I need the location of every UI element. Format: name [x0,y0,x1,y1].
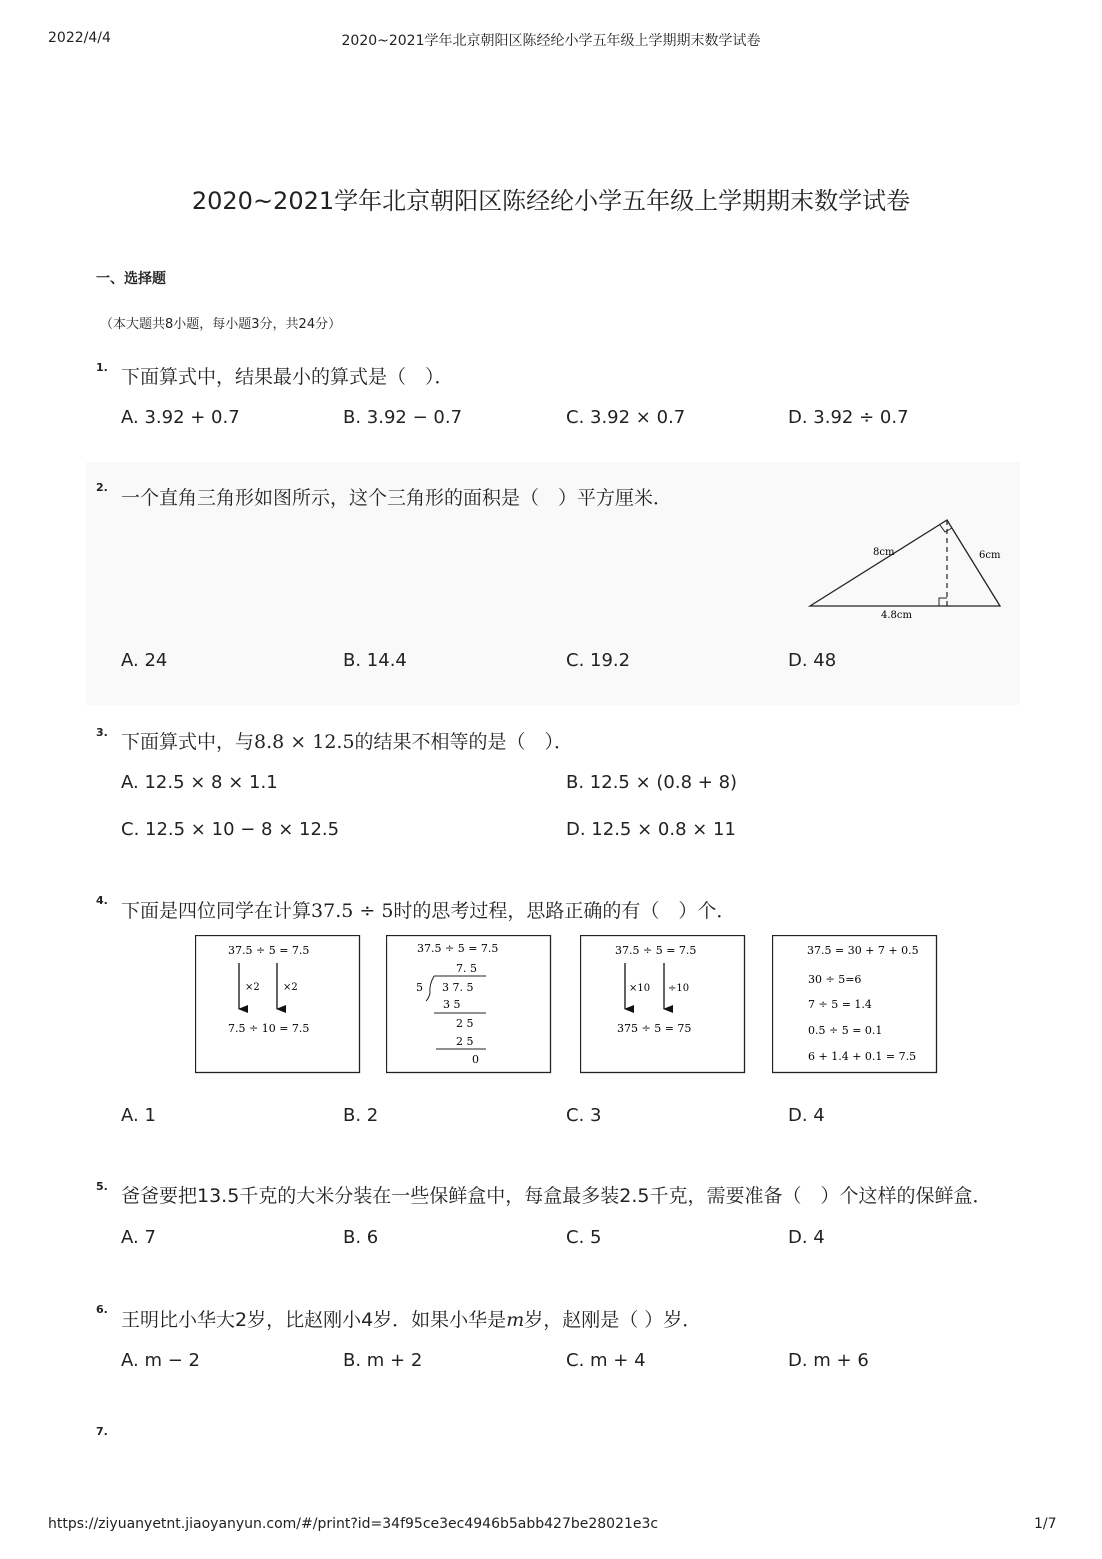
box2-step2: 2 5 [456,1017,474,1030]
q6-number: 6. [96,1303,108,1316]
q2-option-d[interactable]: D. 48 [788,650,837,671]
box4-line1: 37.5 = 30 + 7 + 0.5 [807,944,919,957]
box4-line5: 6 + 1.4 + 0.1 = 7.5 [808,1050,917,1063]
box2-remainder: 0 [472,1053,479,1066]
q5-number: 5. [96,1180,108,1193]
q1-number: 1. [96,361,108,374]
thinking-box-1 [195,935,361,1075]
q4-option-b[interactable]: B. 2 [343,1105,379,1126]
box4-line3: 7 ÷ 5 = 1.4 [808,998,872,1011]
header-date: 2022/4/4 [48,30,111,46]
q1-text: 下面算式中，结果最小的算式是（ ）． [121,366,454,388]
q5-text: 爸爸要把13.5千克的大米分装在一些保鲜盒中，每盒最多装2.5千克，需要准备（ ）个这样的保鲜盒． [121,1185,992,1207]
box3-left-label: ×10 [629,983,651,994]
q1-option-b[interactable]: B. 3.92 − 0.7 [343,407,463,428]
q2-number: 2. [96,481,108,494]
footer-url[interactable]: https://ziyuanyetnt.jiaoyanyun.com/#/print?id=34f95ce3ec4946b5abb427be28021e3c [48,1516,659,1532]
q2-text: 一个直角三角形如图所示，这个三角形的面积是（ ）平方厘米． [121,487,673,509]
doc-title: 2020~2021学年北京朝阳区陈经纶小学五年级上学期期末数学试卷 [191,187,911,215]
q3-text: 下面算式中，与8.8 × 12.5的结果不相等的是（ ）． [121,731,574,753]
header-title: 2020~2021学年北京朝阳区陈经纶小学五年级上学期期末数学试卷 [341,33,761,49]
box2-quotient: 7. 5 [456,962,477,975]
q3-option-b[interactable]: B. 12.5 × (0.8 + 8) [566,772,738,793]
q4-number: 4. [96,894,108,907]
q6-option-c[interactable]: C. m + 4 [566,1350,646,1371]
q4-text: 下面是四位同学在计算37.5 ÷ 5时的思考过程，思路正确的有（ ）个． [121,900,736,922]
q5-option-d[interactable]: D. 4 [788,1227,825,1248]
q3-option-a[interactable]: A. 12.5 × 8 × 1.1 [121,772,278,793]
box3-bottom-line: 375 ÷ 5 = 75 [617,1022,692,1035]
q4-option-c[interactable]: C. 3 [566,1105,602,1126]
right-triangle-figure [800,512,1015,627]
q5-option-c[interactable]: C. 5 [566,1227,602,1248]
triangle-outline [810,520,1000,606]
box4-line2: 30 ÷ 5=6 [808,973,862,986]
box1-top-line: 37.5 ÷ 5 = 7.5 [228,944,310,957]
q6-option-b[interactable]: B. m + 2 [343,1350,423,1371]
box2-step1: 3 5 [443,998,461,1011]
thinking-box-4 [772,935,938,1075]
q2-option-b[interactable]: B. 14.4 [343,650,407,671]
base-label: 4.8cm [881,610,912,621]
box2-step3: 2 5 [456,1035,474,1048]
q1-option-a[interactable]: A. 3.92 + 0.7 [121,407,240,428]
q5-option-b[interactable]: B. 6 [343,1227,379,1248]
box1-right-label: ×2 [283,982,298,993]
box3-top-line: 37.5 ÷ 5 = 7.5 [615,944,697,957]
q1-option-d[interactable]: D. 3.92 ÷ 0.7 [788,407,909,428]
thinking-box-2 [386,935,552,1075]
box2-dividend: 3 7. 5 [442,981,474,994]
box2-divisor: 5 [416,981,423,994]
box3-right-label: ÷10 [668,983,690,994]
q6-option-d[interactable]: D. m + 6 [788,1350,869,1371]
q6-text: 王明比小华大2岁，比赵刚小4岁．如果小华是m岁，赵刚是（ ）岁． [121,1309,702,1331]
q5-option-a[interactable]: A. 7 [121,1227,156,1248]
box2-top-line: 37.5 ÷ 5 = 7.5 [417,942,499,955]
section-note: （本大题共8小题，每小题3分，共24分） [100,317,342,332]
box1-left-label: ×2 [245,982,260,993]
q6-option-a[interactable]: A. m − 2 [121,1350,200,1371]
q7-number: 7. [96,1425,108,1438]
q3-option-c[interactable]: C. 12.5 × 10 − 8 × 12.5 [121,819,340,840]
q3-number: 3. [96,726,108,739]
box1-bottom-line: 7.5 ÷ 10 = 7.5 [228,1022,310,1035]
q4-option-a[interactable]: A. 1 [121,1105,156,1126]
q4-option-d[interactable]: D. 4 [788,1105,825,1126]
foot-right-angle-mark [939,598,947,606]
q2-option-a[interactable]: A. 24 [121,650,168,671]
thinking-box-3 [580,935,746,1075]
section-heading: 一、选择题 [96,271,166,287]
q2-option-c[interactable]: C. 19.2 [566,650,631,671]
q1-option-c[interactable]: C. 3.92 × 0.7 [566,407,686,428]
hypotenuse-label: 8cm [873,547,895,558]
side-label: 6cm [979,550,1001,561]
box4-line4: 0.5 ÷ 5 = 0.1 [808,1024,883,1037]
footer-page-number: 1/7 [1034,1516,1057,1532]
q3-option-d[interactable]: D. 12.5 × 0.8 × 11 [566,819,736,840]
